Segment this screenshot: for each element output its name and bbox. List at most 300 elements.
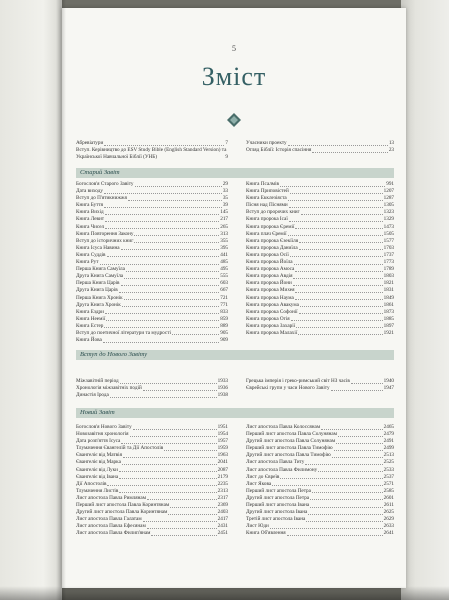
toc-entry-title: Учасники проекту [246,140,287,146]
toc-entry-title: Друга Книга Самуїла [76,273,124,280]
dot-leader [287,535,383,536]
toc-entry-page: 2625 [383,509,394,516]
toc-entry-title: Книга Суддів [76,251,106,258]
toc-entry-title: Богослов'я Старого Завіту [76,181,134,187]
toc-entry [76,316,228,323]
dot-leader [134,242,219,243]
front-matter-left [76,140,228,161]
toc-entry-page: 2465 [383,424,394,430]
toc-entry-page: 1207 [383,188,394,195]
dot-leader [312,152,388,153]
toc-entry-title: Дата розп'яття Ісуса [76,438,121,445]
toc-entry-page: 905 [220,329,228,336]
new-testament-left [76,424,228,538]
toc-entry [76,216,228,223]
toc-entry-page: 265 [220,223,228,230]
dot-leader [338,436,383,437]
toc-entry [76,459,228,466]
dot-leader [100,264,220,265]
dot-leader [288,200,383,201]
toc-entry-page: 1305 [383,202,394,209]
toc-entry-page: 833 [220,308,228,315]
toc-entry-title: Перший лист апостола Павла Солунянам [246,431,337,438]
toc-entry-title: Друга Книга Хронік [76,301,121,308]
dot-leader [168,514,216,515]
toc-entry [246,316,394,323]
toc-entry-title: Книга пророка Йоїла [246,259,293,266]
toc-entry-page: 485 [220,259,228,266]
toc-entry-title: Книга Неемії [76,315,106,322]
toc-entry [76,224,228,231]
toc-entry [246,252,394,259]
toc-entry [246,224,394,231]
nt-intro-right [246,378,394,392]
toc-entry [76,252,228,259]
toc-entry-page: 1803 [383,273,394,280]
toc-entry [76,424,228,431]
toc-entry [76,238,228,245]
toc-entry [76,209,228,216]
toc-entry-page: 1938 [217,392,228,399]
toc-entry-page: 603 [220,280,228,287]
toc-entry-title: Книга пророка Авдія [246,273,293,280]
dot-leader [121,443,216,444]
toc-entry-page: 29 [222,181,228,187]
toc-entry-page: 667 [220,287,228,294]
toc-entry-page: 313 [220,230,228,237]
toc-entry [76,202,228,209]
dot-leader [351,383,383,384]
toc-entry-page: 2431 [217,523,228,530]
toc-entry-title: Лист до Євреїв [246,473,280,480]
toc-entry-title: Вступ до історичних книг [76,237,134,244]
toc-entry-title: Книга Йова [76,337,102,344]
toc-entry-page: 1789 [383,266,394,273]
toc-entry-page: 1957 [217,438,228,445]
old-testament-heading: Старий Завіт [76,168,394,178]
nt-intro-left [76,378,228,399]
toc-entry-title: Книга Буття [76,202,104,209]
toc-entry-title: Євангеліє від Марка [76,459,121,466]
toc-entry-title: Другий лист апостола Павла Коринтянам [76,509,168,516]
toc-entry-title: Перший лист апостола Івана [246,502,310,509]
dot-leader [119,478,217,479]
toc-entry [76,245,228,252]
toc-entry [76,392,228,399]
toc-entry-page: 2403 [217,509,228,516]
dot-leader [299,242,383,243]
toc-entry-page: 2491 [383,438,394,445]
dot-leader [151,535,216,536]
toc-entry-title: Вступ. Керівництво до ESV Study Bible (English Standard Version) та Української Навчальної Біблії (УНБ) [76,147,227,160]
toc-entry-title: Перший лист апостола Павла Коринтянам [76,502,170,509]
dot-leader [318,471,382,472]
dot-leader [121,249,220,250]
toc-entry [246,516,394,523]
toc-entry-title: Лист апостола Павла Колоссянам [246,424,321,430]
dot-leader [120,383,217,384]
dot-leader [299,313,383,314]
toc-entry-page: 2525 [383,459,394,466]
toc-entry [76,287,228,294]
toc-entry-title: Лист Якова [246,480,272,487]
toc-entry-title: Книга пророка Єремії [246,223,295,230]
toc-entry-title: Перший лист апостола Петра [246,487,311,494]
dot-leader [298,334,382,335]
toc-entry-page: 145 [220,209,228,216]
toc-entry-page: 1329 [383,216,394,223]
toc-entry-page: 1821 [383,280,394,287]
toc-entry-page: 35 [222,195,228,202]
toc-entry [246,495,394,502]
toc-entry [246,147,394,154]
toc-entry [246,202,394,209]
toc-entry-title: Книга пророка Йони [246,280,292,287]
toc-entry-page: 2641 [383,530,394,537]
page-title: Зміст [201,62,267,91]
toc-entry [246,452,394,459]
toc-entry-title: Абревіатури [76,140,104,146]
toc-entry [76,530,228,537]
toc-entry-title: Вступ до поетичної літератури та мудрості [76,329,171,336]
dot-leader [105,228,219,229]
toc-entry-title: Третій лист апостола Івана [246,516,306,523]
toc-entry [76,188,228,195]
toc-entry [246,309,394,316]
dot-leader [270,528,383,529]
toc-entry-title: Пісня над Піснями [246,202,288,209]
dot-leader [299,249,383,250]
toc-entry-title: Новозавітня хронологія [76,431,129,438]
dot-leader [334,450,383,451]
toc-entry-page: 1959 [217,445,228,452]
toc-entry [246,287,394,294]
toc-entry-title: Книга Чисел [76,223,105,230]
next-page-edge [401,0,449,600]
toc-entry [76,330,228,337]
previous-pages-edge [0,0,62,600]
toc-entry-page: 1936 [217,385,228,392]
toc-entry-title: Тлумачення Євангелій та Дії Апостолів [76,445,164,452]
dot-leader [280,478,382,479]
dot-leader [288,235,383,236]
toc-entry-title: Другий лист апостола Павла Тимофію [246,452,331,459]
toc-entry-page: 441 [220,251,228,258]
toc-entry-title: Лист апостола Павла Галатам [76,516,142,523]
toc-entry-title: Книга пророка Амоса [246,266,295,273]
toc-entry-title: Книга пророка Захарії [246,322,296,329]
toc-entry-page: 1849 [383,294,394,301]
toc-entry-title: Книга Ездри [76,308,104,315]
toc-entry-page: 1323 [383,209,394,216]
dot-leader [289,207,383,208]
dot-leader [332,457,383,458]
toc-entry-title: Книга Приповістей [246,188,289,195]
toc-entry-page: 889 [220,322,228,329]
toc-entry-page: 2611 [383,502,394,509]
toc-entry-page: 1287 [383,195,394,202]
toc-entry [246,530,394,537]
toc-entry [76,147,228,161]
dot-leader [134,235,219,236]
dot-leader [331,390,383,391]
toc-entry-page: 2533 [383,466,394,473]
toc-entry-page: 859 [220,315,228,322]
toc-entry [76,467,228,474]
toc-entry [76,195,228,202]
toc-entry [76,259,228,266]
toc-entry-title: Лист апостола Павла Филимону [246,466,318,473]
dot-leader [133,429,217,430]
dot-leader [104,207,222,208]
toc-entry [76,280,228,287]
toc-entry-page: 1861 [383,301,394,308]
dot-leader [296,327,382,328]
dot-leader [106,320,219,321]
toc-entry [246,459,394,466]
toc-entry-page: 1897 [383,322,394,329]
dot-leader [124,278,219,279]
dot-leader [295,299,383,300]
dot-leader [294,264,383,265]
toc-entry-title: Друга Книга Царів [76,287,118,294]
toc-entry [246,195,394,202]
toc-entry-page: 495 [220,266,228,273]
dot-leader [119,471,217,472]
dot-leader [164,450,216,451]
toc-entry-title: Другий лист апостола Івана [246,509,308,516]
toc-entry [76,509,228,516]
toc-entry-title: Єврейські групи у часи Нового Завіту [246,385,330,392]
dot-leader [104,327,219,328]
toc-entry-page: 2369 [217,502,228,509]
toc-entry-page: 23 [388,147,394,154]
toc-entry [76,495,228,502]
toc-entry-title: Книга пророка Авакума [246,301,299,308]
toc-entry-page: 39 [222,202,228,209]
toc-entry [246,245,394,252]
dot-leader [130,436,217,437]
toc-entry [246,488,394,495]
new-testament-heading: Новий Завіт [76,408,394,418]
dot-leader [122,464,217,465]
dot-leader [147,499,217,500]
toc-entry-page: 1885 [383,315,394,322]
page-number: 5 [232,44,236,53]
toc-entry [76,309,228,316]
dot-leader [306,521,382,522]
toc-entry-page: 721 [220,294,228,301]
toc-entry-title: Книга Естер [76,322,104,329]
dot-leader [126,271,219,272]
toc-entry-page: 1773 [383,259,394,266]
toc-entry-title: Євангеліє від Матвія [76,452,122,459]
dot-leader [119,492,216,493]
toc-entry-page: 555 [220,273,228,280]
toc-entry-page: 2513 [383,452,394,459]
toc-entry-title: Династія Ірода [76,392,109,399]
toc-entry [246,266,394,273]
toc-entry [76,337,228,344]
dot-leader [121,285,220,286]
dot-leader [300,306,383,307]
toc-entry-title: Книга пророка Осії [246,251,289,258]
toc-entry-page: 2041 [217,459,228,466]
toc-entry-page: 2629 [383,516,394,523]
toc-entry-page: 217 [220,216,228,223]
old-testament-left [76,181,228,344]
toc-entry [76,488,228,495]
dot-leader [293,278,382,279]
toc-entry-title: Книга Об'явлення [246,530,286,537]
toc-entry-title: Вступ до П'ятикнижжя [76,195,127,202]
toc-entry-page: 991 [386,181,394,187]
nt-intro-heading: Вступ до Нового Завіту [76,350,394,360]
dot-leader [295,228,382,229]
toc-entry [76,385,228,392]
toc-page [62,8,406,588]
dot-leader [105,214,220,215]
toc-entry-page: 2451 [217,530,228,537]
toc-entry-title: Хронологія міжзавітніх подій [76,385,142,392]
new-testament-right [246,424,394,538]
toc-entry [246,467,394,474]
toc-entry-title: Перший лист апостола Павла Тимофію [246,445,333,452]
toc-entry [246,188,394,195]
toc-entry [246,259,394,266]
toc-entry-title: Книга пророка Даниїла [246,244,298,251]
front-matter-right [246,140,394,154]
toc-entry-page: 1473 [383,223,394,230]
toc-entry-title: Грецька імперія і греко-римський світ НЗ часів [246,378,350,384]
dot-leader [107,485,216,486]
toc-entry-title: Книга Псалмів [246,181,279,187]
dot-leader [170,507,216,508]
toc-entry-title: Книга Повторення Закону [76,230,134,237]
dot-leader [305,464,382,465]
dot-leader [172,334,219,335]
toc-entry [76,431,228,438]
toc-entry-page: 909 [220,337,228,344]
toc-entry [246,474,394,481]
toc-entry [246,385,394,392]
toc-entry [246,302,394,309]
toc-entry-page: 13 [388,140,394,146]
dot-leader [295,271,382,272]
toc-entry-page: 33 [222,188,228,195]
dot-leader [135,186,222,187]
toc-entry-page: 1577 [383,237,394,244]
toc-entry [76,295,228,302]
toc-entry-page: 2499 [383,445,394,452]
toc-entry-page: 1737 [383,251,394,258]
toc-entry-title: Лист Юди [246,523,269,530]
toc-entry-page: 2479 [383,431,394,438]
toc-entry-page: 2313 [217,487,228,494]
toc-entry-title: Книга пророка Софонії [246,308,298,315]
toc-entry-title: Лист апостола Павла Ефесянам [76,523,146,530]
toc-entry [76,302,228,309]
toc-entry [246,231,394,238]
dot-leader [290,193,383,194]
toc-entry [246,330,394,337]
toc-entry-title: Лист апостола Павла Титу [246,459,305,466]
toc-entry-title: Книга пророка Огія [246,315,290,322]
toc-entry-title: Дії Апостолів [76,480,107,487]
toc-entry-page: 2571 [383,480,394,487]
toc-entry-title: Книга пророка Малахії [246,329,298,336]
toc-entry [76,273,228,280]
dot-leader [312,492,383,493]
toc-entry-title: Перша Книга Хронік [76,294,123,301]
toc-entry-page: 1505 [383,230,394,237]
dot-leader [105,221,219,222]
toc-entry [76,474,228,481]
toc-entry-title: Книга пророка Наума [246,294,294,301]
toc-entry-page: 355 [220,237,228,244]
toc-entry-title: Лист апостола Павла Филип'янам [76,530,151,537]
toc-entry-title: Лист апостола Павла Римлянам [76,494,147,501]
dot-leader [301,214,383,215]
toc-entry-page: 395 [220,244,228,251]
dot-leader [147,528,217,529]
toc-entry-title: Євангеліє від Луки [76,466,118,473]
dot-leader [290,256,383,257]
toc-entry-page: 2417 [217,516,228,523]
dot-leader [280,186,385,187]
toc-entry-page: 1963 [217,452,228,459]
toc-entry-page: 1951 [217,424,228,430]
toc-entry [246,209,394,216]
dot-leader [128,200,222,201]
toc-entry-page: 2179 [217,473,228,480]
dot-leader [103,342,219,343]
dot-leader [110,397,217,398]
toc-entry-page: 2537 [383,473,394,480]
dot-leader [310,507,383,508]
dot-leader [123,457,217,458]
toc-entry-page: 2601 [383,494,394,501]
dot-leader [143,390,217,391]
toc-entry-page: 2087 [217,466,228,473]
toc-entry [246,216,394,223]
toc-entry-title: Книга Вихід [76,209,104,216]
bottom-shadow [0,586,449,600]
toc-entry-title: Книга пророка Ісаї [246,216,288,223]
dot-leader [143,521,217,522]
toc-entry-title: Дата виходу [76,188,103,195]
dot-leader [104,193,222,194]
dot-leader [289,221,383,222]
dot-leader [288,145,388,146]
toc-entry-page: 1831 [383,287,394,294]
toc-entry-title: Книга Ісуса Навина [76,244,120,251]
toc-entry-title: Огляд Біблії: Історія спасіння [246,147,312,154]
toc-entry-title: Перша Книга Самуїла [76,266,125,273]
toc-entry [76,523,228,530]
toc-entry [246,280,394,287]
dot-leader [104,145,224,146]
old-testament-right [246,181,394,337]
toc-entry [76,266,228,273]
toc-entry-title: Вступ до пророчих книг [246,209,300,216]
toc-entry-page: 9 [225,153,228,160]
toc-entry-page: 7 [225,140,228,146]
toc-entry-page: 1947 [383,385,394,392]
toc-entry-title: Книга плач Єремії [246,230,287,237]
toc-entry-page: 1933 [217,378,228,384]
toc-entry [246,323,394,330]
